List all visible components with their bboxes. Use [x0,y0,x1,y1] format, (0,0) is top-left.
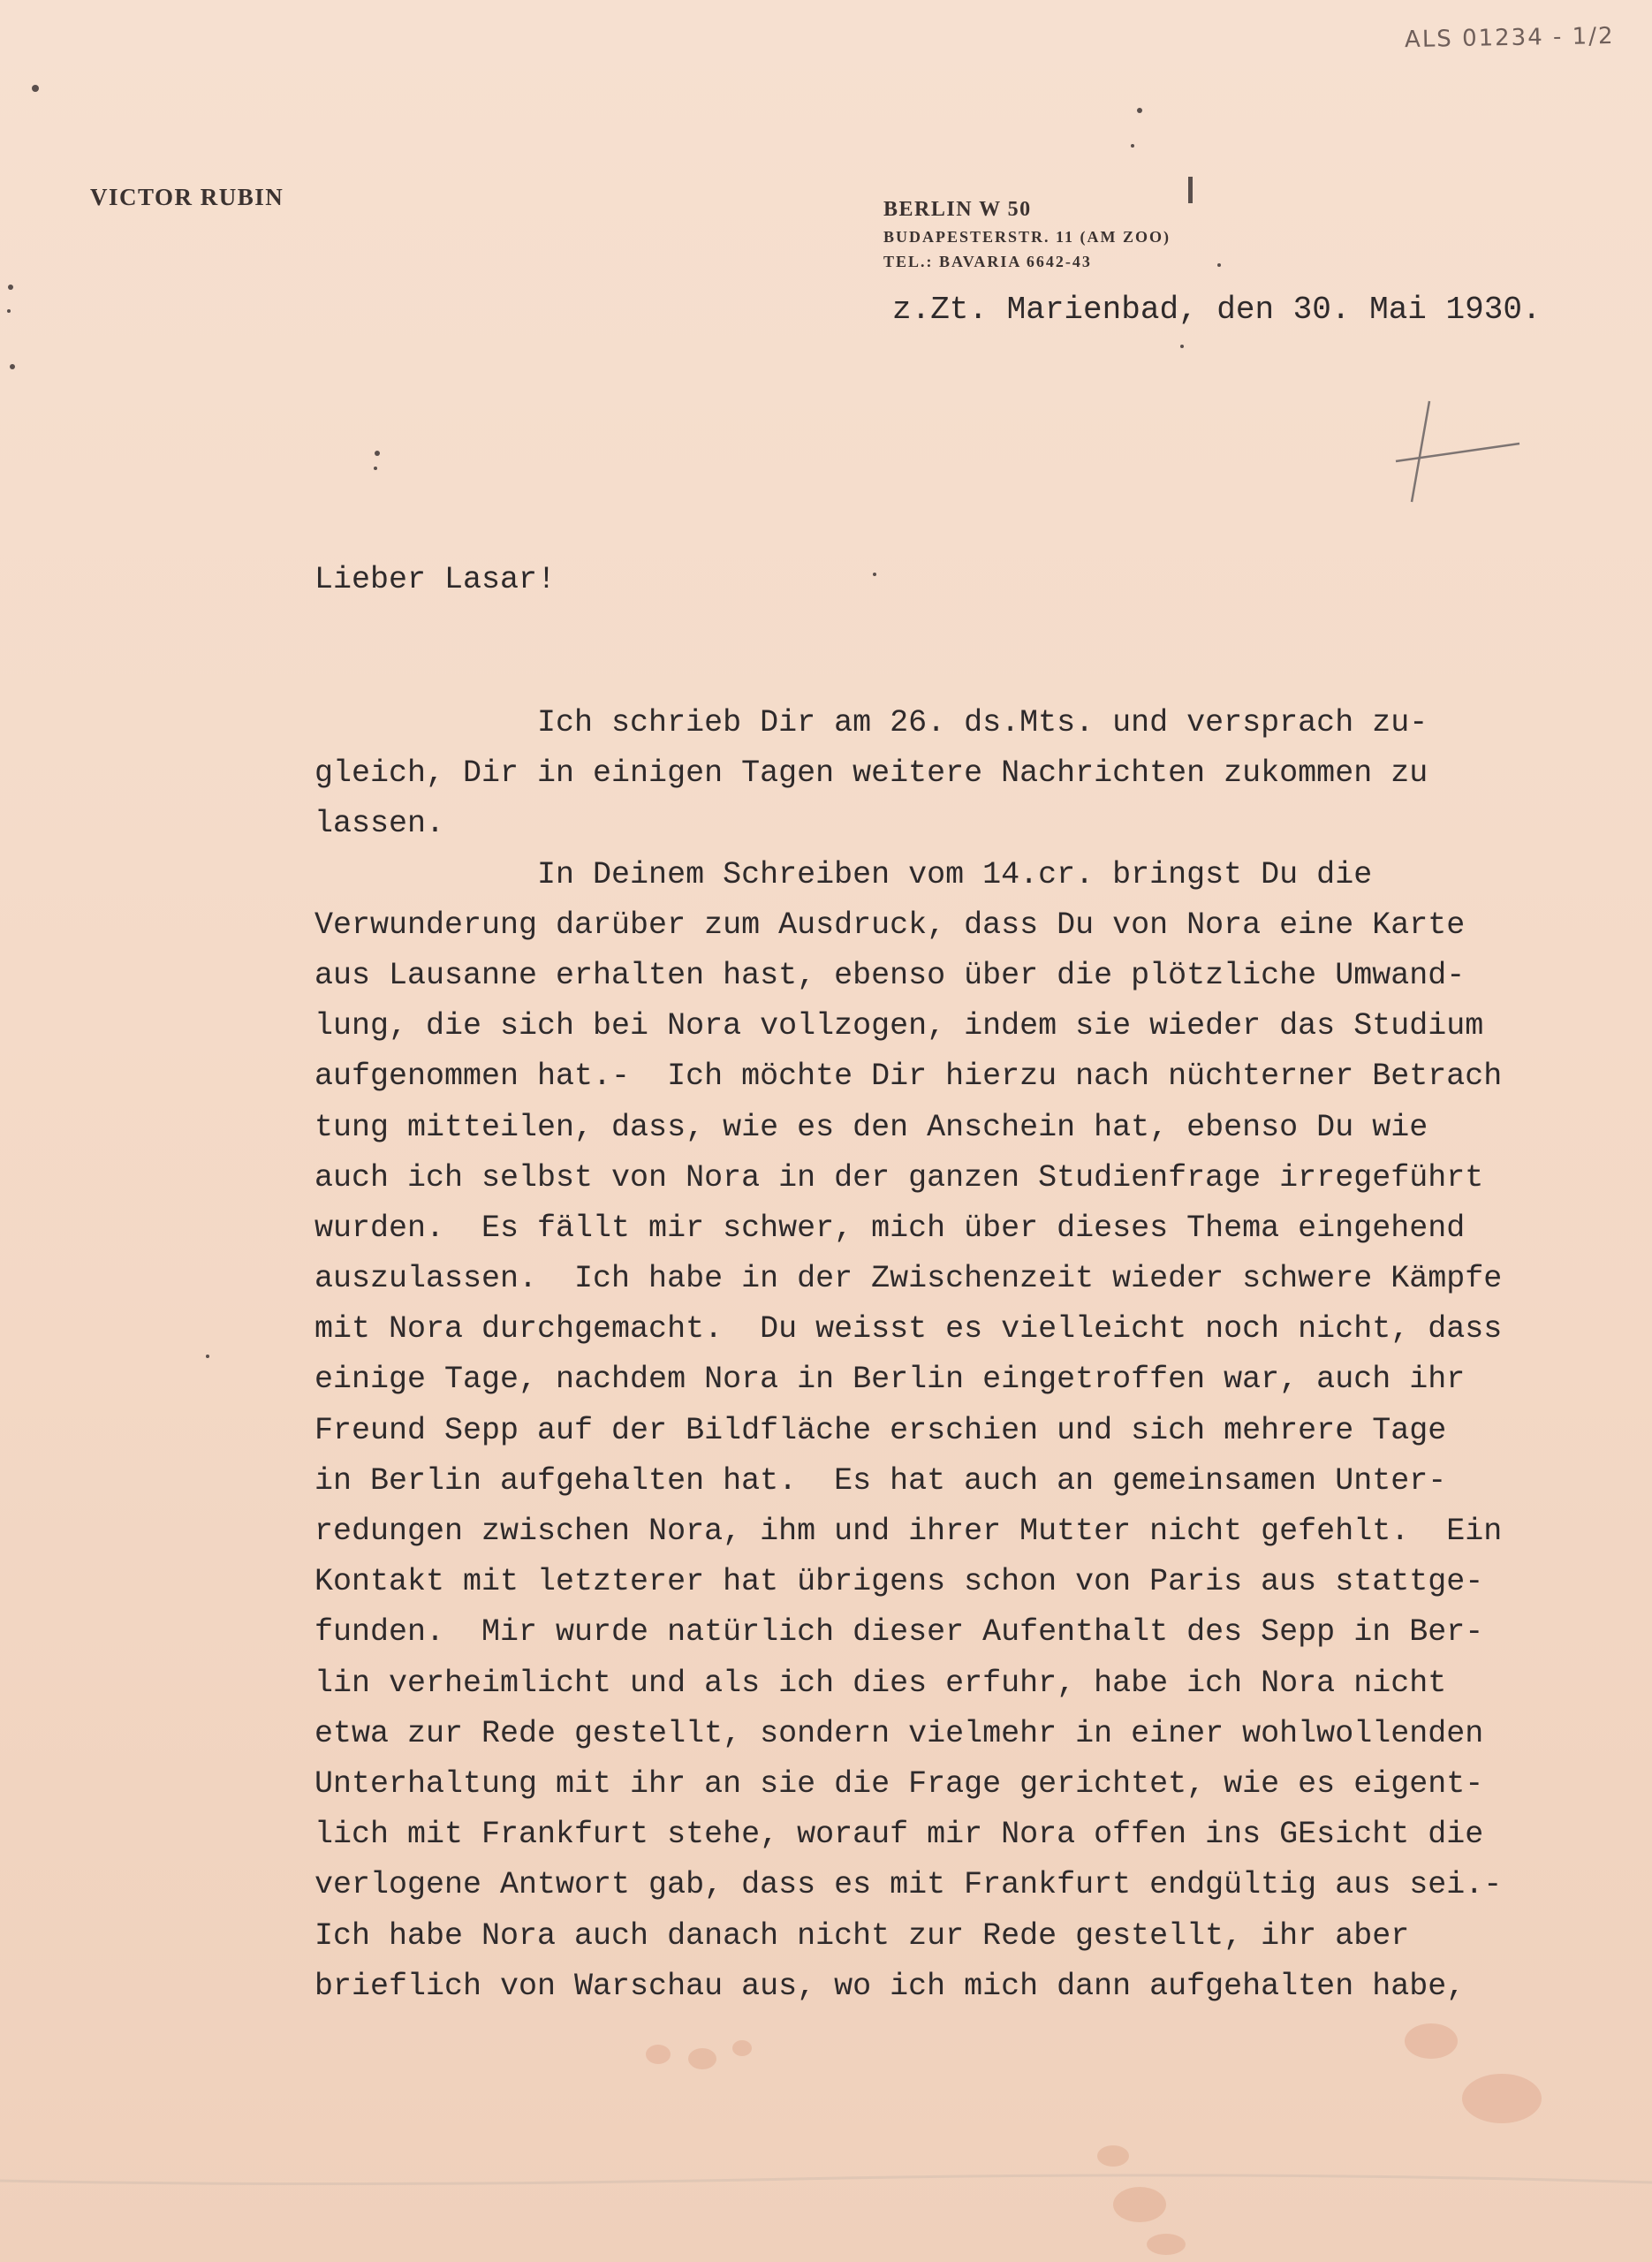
body-line: lin verheimlicht und als ich dies erfuhr, habe ich Nora nicht [314,1665,1447,1701]
archive-reference: ALS 01234 - 1/2 [1404,22,1615,54]
body-line: tung mitteilen, dass, wie es den Anschein hat, ebenso Du wie [314,1109,1428,1145]
body-line: funden. Mir wurde natürlich dieser Aufenthalt des Sepp in Ber- [314,1614,1484,1651]
letterhead-address [883,194,1171,274]
body-line: verlogene Antwort gab, dass es mit Frankfurt endgültig aus sei.- [314,1867,1503,1903]
letter-body [314,698,1640,2012]
body-line: aufgenommen hat.- Ich möchte Dir hierzu nach nüchterner Betrach [314,1059,1503,1095]
body-line: mit Nora durchgemacht. Du weisst es vielleicht noch nicht, dass [314,1311,1503,1347]
body-line: etwa zur Rede gestellt, sondern vielmehr in einer wohlwollenden [314,1715,1484,1751]
body-line: in Berlin aufgehalten hat. Es hat auch an gemeinsamen Unter- [314,1462,1447,1499]
body-line: In Deinem Schreiben vom 14.cr. bringst Du die [314,856,1373,892]
body-line: auszulassen. Ich habe in der Zwischenzeit wieder schwere Kämpfe [314,1261,1503,1297]
body-line: redungen zwischen Nora, ihm und ihrer Mutter nicht gefehlt. Ein [314,1514,1503,1549]
body-line: aus Lausanne erhalten hast, ebenso über die plötzliche Umwand- [314,957,1466,993]
body-line: lung, die sich bei Nora vollzogen, indem sie wieder das Studium [314,1008,1484,1044]
body-line: gleich, Dir in einigen Tagen weitere Nachrichten zukommen zu [314,755,1428,792]
pencil-cross-mark [1387,398,1528,512]
letterhead-street: BUDAPESTERSTR. 11 (AM ZOO) [883,228,1171,246]
body-line: auch ich selbst von Nora in der ganzen Studienfrage irregeführt [314,1159,1484,1196]
body-line: lassen. [314,806,445,842]
body-line: lich mit Frankfurt stehe, worauf mir Nora offen ins GEsicht die [314,1817,1484,1853]
body-line: Verwunderung darüber zum Ausdruck, dass Du von Nora eine Karte [314,907,1466,943]
letterhead-city: BERLIN W 50 [883,198,1032,221]
letterhead-telephone: TEL.: BAVARIA 6642-43 [883,253,1092,270]
body-line: Ich schrieb Dir am 26. ds.Mts. und versprach zu- [314,705,1428,740]
body-line: Unterhaltung mit ihr an sie die Frage gerichtet, wie es eigent- [314,1765,1484,1802]
dateline: z.Zt. Marienbad, den 30. Mai 1930. [892,292,1542,328]
body-line: Ich habe Nora auch danach nicht zur Rede gestellt, ihr aber [314,1917,1410,1954]
body-line: Kontakt mit letzterer hat übrigens schon von Paris aus stattge- [314,1564,1484,1600]
letterhead-sender-name: VICTOR RUBIN [90,184,284,210]
body-line: wurden. Es fällt mir schwer, mich über dieses Thema eingehend [314,1210,1466,1246]
body-line: einige Tage, nachdem Nora in Berlin eingetroffen war, auch ihr [314,1362,1466,1398]
salutation: Lieber Lasar! [314,562,557,597]
body-line: Freund Sepp auf der Bildfläche erschien und sich mehrere Tage [314,1412,1447,1448]
body-line: brieflich von Warschau aus, wo ich mich dann aufgehalten habe, [314,1968,1466,2004]
